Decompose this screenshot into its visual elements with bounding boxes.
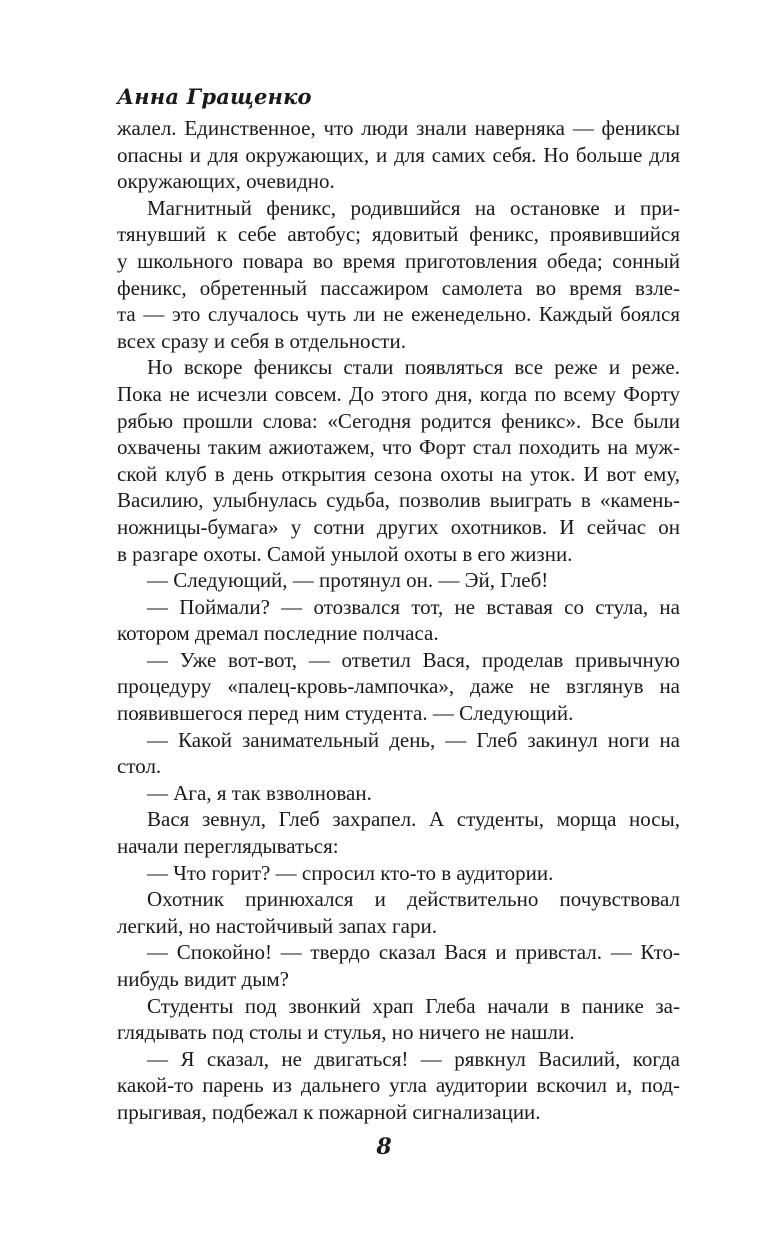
text-line: феникс, обретенный пассажиром самолета во время взле- [117, 275, 680, 300]
text-line: у школьного повара во время приготовления обеда; сонный [117, 248, 680, 273]
text-line: стол. [117, 754, 162, 779]
text-line: ской клуб в день открытия сезона охоты на уток. И вот ему, [117, 461, 680, 486]
text-line: окружающих, очевидно. [117, 169, 335, 194]
text-line: Магнитный феникс, родившийся на остановке и при- [147, 195, 680, 220]
text-line: всех сразу и себя в отдельности. [117, 328, 406, 353]
text-line: охвачены таким ажиотажем, что Форт стал походить на муж- [117, 435, 680, 460]
text-line: — Уже вот-вот, — ответил Вася, проделав привычную [147, 647, 680, 672]
text-line: Но вскоре фениксы стали появляться все реже и реже. [147, 355, 680, 380]
text-line: Пока не исчезли совсем. До этого дня, когда по всему Форту [117, 381, 680, 406]
text-line: начали переглядываться: [117, 834, 339, 859]
text-line: — Поймали? — отозвался тот, не вставая со стула, на [147, 594, 680, 619]
text-line: — Что горит? — спросил кто-то в аудитории. [147, 860, 554, 885]
text-line: Охотник принюхался и действительно почувствовал [147, 887, 680, 912]
text-line: Студенты под звонкий храп Глеба начали в панике за- [147, 993, 680, 1018]
text-line: прыгивая, подбежал к пожарной сигнализации. [117, 1099, 541, 1124]
text-line: котором дремал последние полчаса. [117, 621, 439, 646]
text-line: в разгаре охоты. Самой унылой охоты в его жизни. [117, 541, 573, 566]
text-line: опасны и для окружающих, и для самих себя. Но больше для [117, 142, 680, 167]
text-line: ножницы-бумага» у сотни других охотников. И сейчас он [117, 514, 680, 539]
text-line: — Я сказал, не двигаться! — рявкнул Василий, когда [147, 1046, 680, 1071]
text-line: тянувший к себе автобус; ядовитый феникс, проявившийся [117, 222, 680, 247]
text-line: процедуру «палец-кровь-лампочка», даже не взглянув на [117, 674, 680, 699]
text-line: легкий, но настойчивый запах гари. [117, 913, 437, 938]
text-line: Вася зевнул, Глеб захрапел. А студенты, морща носы, [147, 807, 680, 832]
text-line: нибудь видит дым? [117, 967, 289, 991]
running-head-author: Анна Гращенко [117, 84, 312, 109]
text-line: — Спокойно! — твердо сказал Вася и привстал. — Кто- [147, 940, 680, 965]
text-line: какой-то парень из дальнего угла аудитории вскочил и, под- [117, 1073, 680, 1098]
text-line: — Следующий, — протянул он. — Эй, Глеб! [147, 568, 549, 593]
text-line: рябью прошли слова: «Сегодня родится феникс». Все были [117, 408, 680, 433]
text-line: та — это случалось чуть ли не еженедельно. Каждый боялся [117, 302, 680, 327]
text-line: — Какой занимательный день, — Глеб закинул ноги на [147, 727, 680, 752]
text-line: жалел. Единственное, что люди знали наверняка — фениксы [117, 116, 680, 140]
text-line: — Ага, я так взволнован. [147, 780, 372, 805]
text-line: появившегося перед ним студента. — Следующий. [117, 701, 574, 726]
text-line: глядывать под столы и стулья, но ничего не нашли. [117, 1020, 575, 1045]
body-text [117, 115, 680, 1126]
page-number: 8 [376, 1134, 392, 1160]
text-line: Василию, улыбнулась судьба, позволив выиграть в «камень- [117, 488, 680, 513]
